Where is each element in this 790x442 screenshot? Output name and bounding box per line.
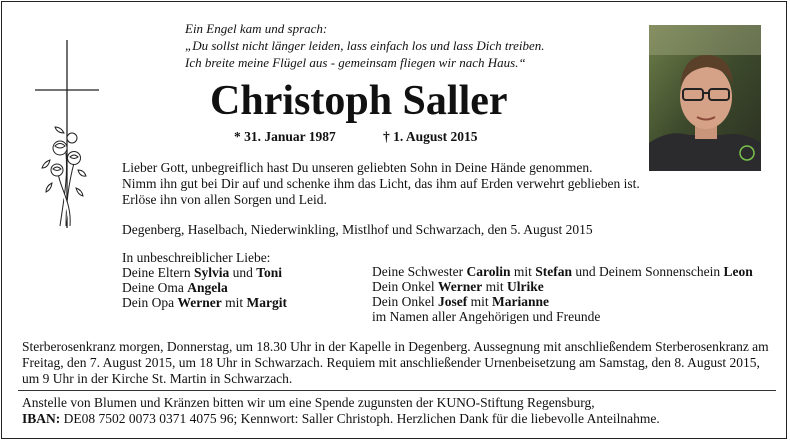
mourner-line: Dein Opa Werner mit Margit [122,295,287,310]
mourner-line: Deine Eltern Sylvia und Toni [122,265,283,280]
prayer-line: Lieber Gott, unbegreiflich hast Du unseren geliebten Sohn in Deine Hände genommen. [122,160,593,175]
cross-with-roses-icon [30,38,102,233]
mourner-line: Deine Schwester Carolin mit Stefan und Deinem Sonnenschein Leon [372,264,753,279]
portrait-photo [649,25,761,171]
notice-line: Sterberosenkranz morgen, Donnerstag, um 18.30 Uhr in der Kapelle in Degenberg. Aussegnung mit anschließendem Sterberosenkranz am [22,339,769,354]
donation-footer [22,395,660,427]
mourners-intro: In unbeschreiblicher Liebe: [122,250,271,265]
quote-line: Ich breite meine Flügel aus - gemeinsam fliegen wir nach Haus.“ [185,55,526,70]
quote-line: Ein Engel kam und sprach: [185,21,328,36]
mourner-line: Dein Onkel Werner mit Ulrike [372,279,544,294]
mourners-left [122,250,287,310]
prayer-text [122,160,640,208]
quote-line: „Du sollst nicht länger leiden, lass einfach los und lass Dich treiben. [185,38,545,53]
notice-line: um 9 Uhr in der Kirche St. Martin in Schwarzach. [22,371,293,386]
mourners-right [372,264,753,324]
deceased-name: Christoph Saller [210,78,508,124]
quote [185,20,545,71]
mourner-line: im Namen aller Angehörigen und Freunde [372,309,601,324]
death-date: † 1. August 2015 [383,129,478,144]
birth-date: * 31. Januar 1987 [234,129,336,144]
service-notice [22,339,769,387]
mourner-line: Dein Onkel Josef mit Marianne [372,294,549,309]
footer-line: Anstelle von Blumen und Kränzen bitten wir um eine Spende zugunsten der KUNO-Stiftung Regensburg, [22,395,595,410]
mourner-line: Deine Oma Angela [122,280,228,295]
notice-line: Freitag, den 7. August 2015, um 18 Uhr in Schwarzach. Requiem mit anschließender Urnenbeisetzung am Samstag, den 8. August 2015, [22,355,760,370]
prayer-line: Erlöse ihn von allen Sorgen und Leid. [122,192,327,207]
footer-line: IBAN: DE08 7502 0073 0371 4075 96; Kennwort: Saller Christoph. Herzlichen Dank für die liebevolle Anteilnahme. [22,411,660,426]
prayer-line: Nimm ihn gut bei Dir auf und schenke ihm das Licht, das ihm auf Erden verwehrt geblieben ist. [122,176,640,191]
iban-label: IBAN: [22,411,61,426]
divider [18,390,776,391]
place-date: Degenberg, Haselbach, Niederwinkling, Mistlhof und Schwarzach, den 5. August 2015 [122,222,593,237]
